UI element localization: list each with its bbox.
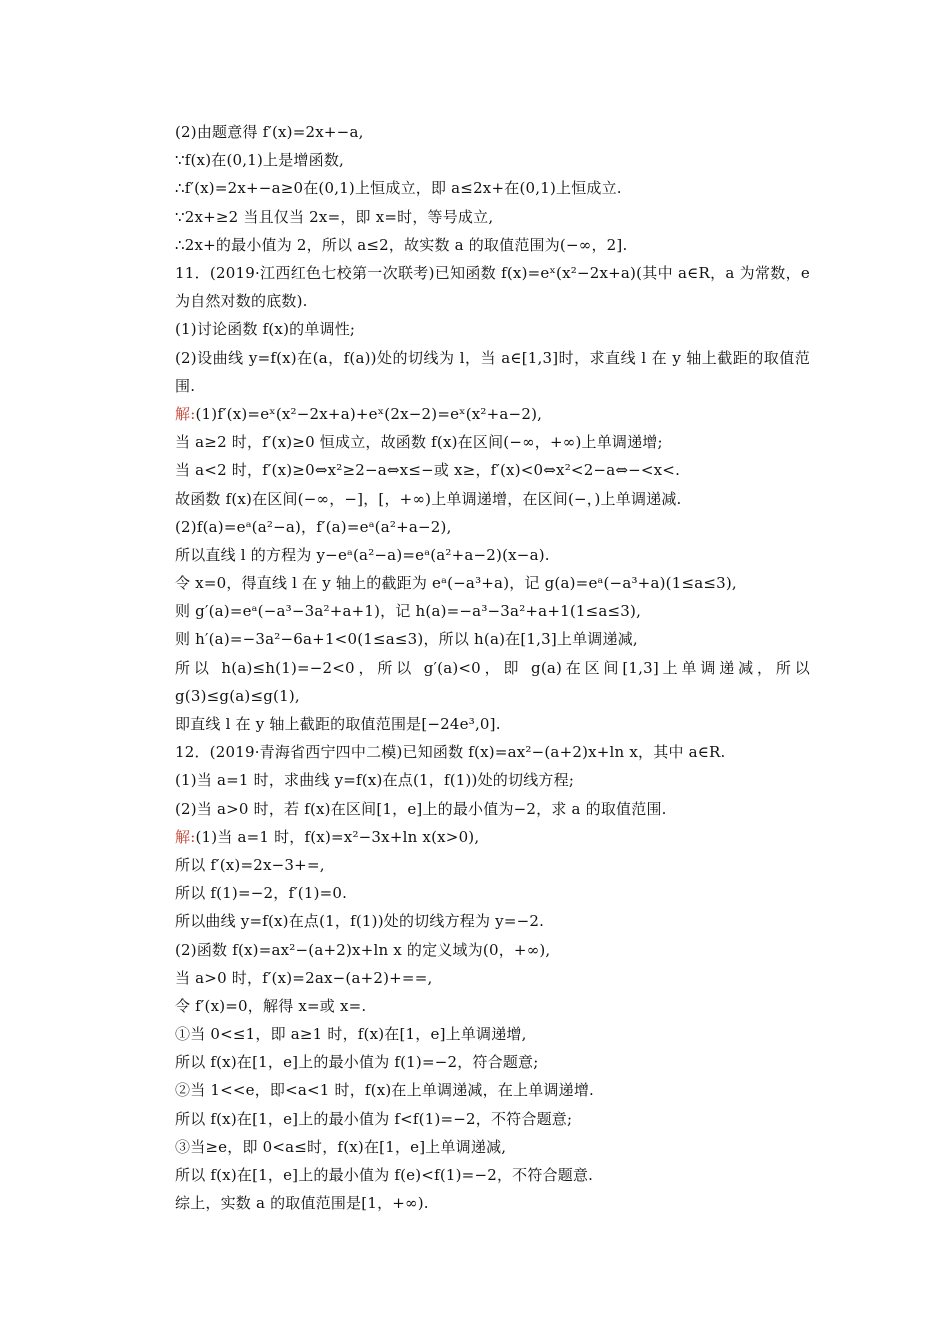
line-text: (1)当 a=1 时，求曲线 y=f(x)在点(1，f(1))处的切线方程; bbox=[175, 771, 575, 790]
text-line bbox=[145, 936, 810, 964]
text-line bbox=[145, 569, 810, 597]
line-text: 则 g′(a)=eᵃ(−a³−3a²+a+1)，记 h(a)=−a³−3a²+a+1(1≤a≤3), bbox=[175, 602, 642, 621]
line-text: 即直线 l 在 y 轴上截距的取值范围是[−24e³,0]. bbox=[175, 715, 501, 734]
text-line bbox=[145, 992, 810, 1020]
line-text: ∴f′(x)=2x+−a≥0在(0,1)上恒成立，即 a≤2x+在(0,1)上恒成立. bbox=[175, 179, 622, 198]
text-line bbox=[145, 625, 810, 653]
text-line bbox=[145, 344, 810, 400]
line-text: (2)由题意得 f′(x)=2x+−a, bbox=[175, 123, 364, 141]
solution-text bbox=[145, 118, 810, 1217]
line-text: 所以直线 l 的方程为 y−eᵃ(a²−a)=eᵃ(a²+a−2)(x−a). bbox=[175, 545, 550, 564]
solution-label: 解: bbox=[175, 404, 196, 423]
text-line bbox=[145, 823, 810, 851]
line-text: 所以 f′(x)=2x−3+=, bbox=[175, 855, 325, 874]
solution-label: 解: bbox=[175, 827, 196, 846]
text-line bbox=[145, 1133, 810, 1161]
text-line bbox=[145, 485, 810, 513]
text-line bbox=[145, 513, 810, 541]
line-text: (1)f′(x)=eˣ(x²−2x+a)+eˣ(2x−2)=eˣ(x²+a−2), bbox=[195, 404, 543, 423]
text-line bbox=[145, 541, 810, 569]
line-text: ③当≥e，即 0<a≤时，f(x)在[1，e]上单调递减, bbox=[175, 1137, 507, 1156]
text-line bbox=[145, 231, 810, 259]
text-line bbox=[145, 118, 810, 146]
text-line bbox=[145, 964, 810, 992]
line-text: 则 h′(a)=−3a²−6a+1<0(1≤a≤3)，所以 h(a)在[1,3]上单调递减, bbox=[175, 630, 638, 649]
text-line bbox=[145, 1189, 810, 1217]
text-line bbox=[145, 738, 810, 766]
text-line bbox=[145, 400, 810, 428]
line-text: ∴2x+的最小值为 2，所以 a≤2，故实数 a 的取值范围为(−∞，2]. bbox=[175, 235, 628, 254]
line-text: (2)f(a)=eᵃ(a²−a)，f′(a)=eᵃ(a²+a−2), bbox=[175, 517, 452, 536]
line-text: ∵2x+≥2 当且仅当 2x=，即 x=时，等号成立, bbox=[175, 207, 494, 226]
line-text: (1)当 a=1 时，f(x)=x²−3x+ln x(x>0), bbox=[195, 827, 480, 846]
line-text: 令 f′(x)=0，解得 x=或 x=. bbox=[175, 996, 367, 1015]
text-line bbox=[145, 456, 810, 484]
text-line bbox=[145, 710, 810, 738]
text-line bbox=[145, 174, 810, 202]
text-line bbox=[145, 654, 810, 710]
line-text: 当 a>0 时，f′(x)=2ax−(a+2)+==, bbox=[175, 968, 433, 987]
line-text: ∵f(x)在(0,1)上是增函数, bbox=[175, 151, 344, 170]
text-line bbox=[145, 203, 810, 231]
line-text: 所以 f(1)=−2，f′(1)=0. bbox=[175, 884, 348, 903]
line-text: ①当 0<≤1，即 a≥1 时，f(x)在[1，e]上单调递增, bbox=[175, 1025, 527, 1044]
text-line bbox=[145, 597, 810, 625]
text-line bbox=[145, 428, 810, 456]
text-line bbox=[145, 1161, 810, 1189]
line-text: 所以 f(x)在[1，e]上的最小值为 f<f(1)=−2，不符合题意; bbox=[175, 1109, 573, 1128]
text-line bbox=[145, 795, 810, 823]
line-text: 令 x=0，得直线 l 在 y 轴上的截距为 eᵃ(−a³+a)，记 g(a)=eᵃ(−a³+a)(1≤a≤3), bbox=[175, 574, 737, 593]
line-text: 所以 h(a)≤h(1)=−2<0，所以 g′(a)<0，即 g(a)在区间[1,3]上单调递减，所以 g(3)≤g(a)≤g(1), bbox=[175, 658, 810, 705]
line-text: ②当 1<<e，即<a<1 时，f(x)在上单调递减，在上单调递增. bbox=[175, 1081, 595, 1100]
text-line bbox=[145, 146, 810, 174]
line-text: 所以 f(x)在[1，e]上的最小值为 f(e)<f(1)=−2，不符合题意. bbox=[175, 1166, 594, 1185]
line-text: (1)讨论函数 f(x)的单调性; bbox=[175, 320, 356, 339]
line-text: (2)当 a>0 时，若 f(x)在区间[1，e]上的最小值为−2，求 a 的取值范围. bbox=[175, 799, 667, 818]
text-line bbox=[145, 1105, 810, 1133]
line-text: 综上，实数 a 的取值范围是[1，+∞). bbox=[175, 1194, 429, 1213]
line-text: 所以 f(x)在[1，e]上的最小值为 f(1)=−2，符合题意; bbox=[175, 1053, 539, 1072]
line-text: 故函数 f(x)在区间(−∞，−]，[，+∞)上单调递增，在区间(−，)上单调递减. bbox=[175, 489, 682, 508]
text-line bbox=[145, 907, 810, 935]
text-line bbox=[145, 851, 810, 879]
line-text: (2)函数 f(x)=ax²−(a+2)x+ln x 的定义域为(0，+∞), bbox=[175, 940, 551, 959]
text-line bbox=[145, 1048, 810, 1076]
line-text: 11．(2019·江西红色七校第一次联考)已知函数 f(x)=eˣ(x²−2x+a)(其中 a∈R，a 为常数，e 为自然对数的底数). bbox=[175, 263, 810, 311]
text-line bbox=[145, 879, 810, 907]
line-text: 所以曲线 y=f(x)在点(1，f(1))处的切线方程为 y=−2. bbox=[175, 912, 545, 931]
text-line bbox=[145, 766, 810, 794]
line-text: 当 a≥2 时，f′(x)≥0 恒成立，故函数 f(x)在区间(−∞，+∞)上单调递增; bbox=[175, 433, 663, 452]
line-text: 12．(2019·青海省西宁四中二模)已知函数 f(x)=ax²−(a+2)x+ln x，其中 a∈R. bbox=[175, 743, 726, 762]
line-text: (2)设曲线 y=f(x)在(a，f(a))处的切线为 l，当 a∈[1,3]时，求直线 l 在 y 轴上截距的取值范围. bbox=[175, 348, 810, 395]
line-text: 当 a<2 时，f′(x)≥0⇔x²≥2−a⇔x≤−或 x≥，f′(x)<0⇔x²<2−a⇔−<x<. bbox=[175, 461, 681, 480]
text-line bbox=[145, 259, 810, 315]
text-line bbox=[145, 315, 810, 343]
text-line bbox=[145, 1020, 810, 1048]
text-line bbox=[145, 1076, 810, 1104]
